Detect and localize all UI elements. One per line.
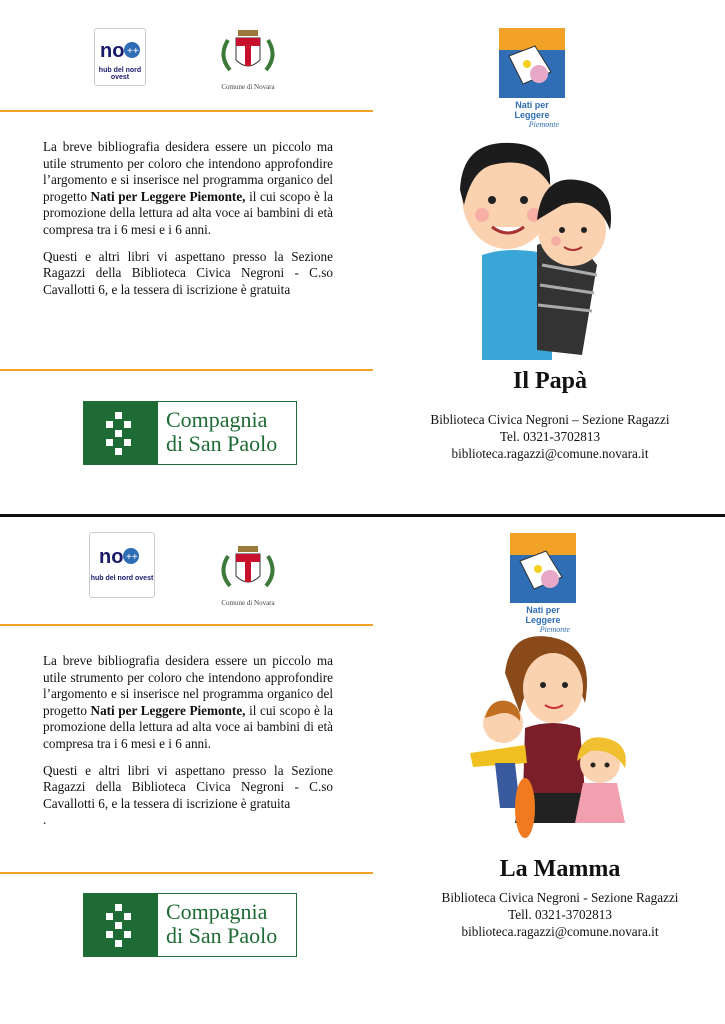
npl-label: Nati per Leggere xyxy=(514,100,550,120)
checker-icon xyxy=(84,894,158,956)
comune-novara-crest xyxy=(208,26,288,91)
reading-child-icon xyxy=(499,28,565,98)
intro-paragraph: La breve bibliografia desidera essere un piccolo ma utile strumento per coloro che intendono approfondire l’argomento e si inserisce nel programma organico del progetto Nati per Leggere Piemonte, il cui scopo è la promozione della lettura ad alta voce ai bambini di età compresa tra i 6 mesi e i 6 anni. xyxy=(43,653,334,751)
npl-region: Piemonte xyxy=(528,120,559,129)
mother-children-illustration xyxy=(465,633,655,858)
svg-text:++: ++ xyxy=(126,552,138,563)
mother-children-icon xyxy=(465,633,655,853)
compagnia-san-paolo-logo xyxy=(83,893,297,957)
hub-logo-text: hub del nord ovest xyxy=(90,575,154,582)
crest-icon xyxy=(208,542,288,594)
orange-rule-middle xyxy=(0,872,373,874)
library-name: Biblioteca Civica Negroni – Sezione Ragazzi xyxy=(430,412,670,427)
compagnia-san-paolo-logo xyxy=(83,401,297,465)
title-mamma: La Mamma xyxy=(499,856,621,882)
npl-region: Piemonte xyxy=(539,625,570,634)
description-top xyxy=(43,139,333,308)
reading-child-icon xyxy=(510,533,576,603)
contact-top xyxy=(405,411,695,462)
hub-mark-icon xyxy=(99,39,141,61)
nati-per-leggere-logo xyxy=(510,533,576,634)
orange-rule-middle xyxy=(0,369,373,371)
email: biblioteca.ragazzi@comune.novara.it xyxy=(451,446,649,461)
sponsor-name: Compagnia di San Paolo xyxy=(166,899,278,948)
intro-paragraph: La breve bibliografia desidera essere un piccolo ma utile strumento per coloro che intendono approfondire l’argomento e si inserisce nel programma organico del progetto Nati per Leggere Piemonte, il cui scopo è la promozione della lettura ad alta voce ai bambini di età compresa tra i 6 mesi e i 6 anni. xyxy=(43,139,334,237)
description-bottom xyxy=(43,653,333,829)
library-name: Biblioteca Civica Negroni - Sezione Ragazzi xyxy=(441,890,679,905)
svg-text:no: no xyxy=(100,40,125,61)
father-son-icon xyxy=(452,135,627,360)
phone: Tell. 0321-3702813 xyxy=(508,907,612,922)
nati-per-leggere-logo xyxy=(499,28,565,129)
father-son-illustration xyxy=(452,135,627,365)
hub-nord-ovest-logo xyxy=(89,532,155,598)
svg-text:++: ++ xyxy=(127,46,139,57)
availability-paragraph: Questi e altri libri vi aspettano presso la Sezione Ragazzi della Biblioteca Civica Negroni - C.so Cavallotti 6, e la tessera di iscrizione è gratuita xyxy=(43,762,333,811)
crest-caption: Comune di Novara xyxy=(221,83,275,91)
npl-label: Nati per Leggere xyxy=(525,605,561,625)
hub-mark-icon xyxy=(98,545,140,567)
checker-icon xyxy=(84,402,158,464)
trailing-dot: . xyxy=(43,812,47,828)
crest-caption: Comune di Novara xyxy=(221,599,275,607)
phone: Tel. 0321-3702813 xyxy=(499,429,601,444)
email: biblioteca.ragazzi@comune.novara.it xyxy=(461,924,659,939)
orange-rule-top xyxy=(0,624,373,626)
hub-nord-ovest-logo xyxy=(94,28,146,86)
orange-rule-top xyxy=(0,110,373,112)
title-papa: Il Papà xyxy=(512,368,587,394)
page-divider xyxy=(0,514,725,517)
hub-logo-text: hub del nord ovest xyxy=(98,67,142,81)
crest-icon xyxy=(208,26,288,78)
svg-text:no: no xyxy=(99,546,124,567)
sponsor-name: Compagnia di San Paolo xyxy=(166,407,278,456)
comune-novara-crest xyxy=(208,542,288,607)
availability-paragraph: Questi e altri libri vi aspettano presso la Sezione Ragazzi della Biblioteca Civica Negroni - C.so Cavallotti 6, e la tessera di iscrizione è gratuita xyxy=(43,248,333,297)
contact-bottom xyxy=(420,889,700,940)
